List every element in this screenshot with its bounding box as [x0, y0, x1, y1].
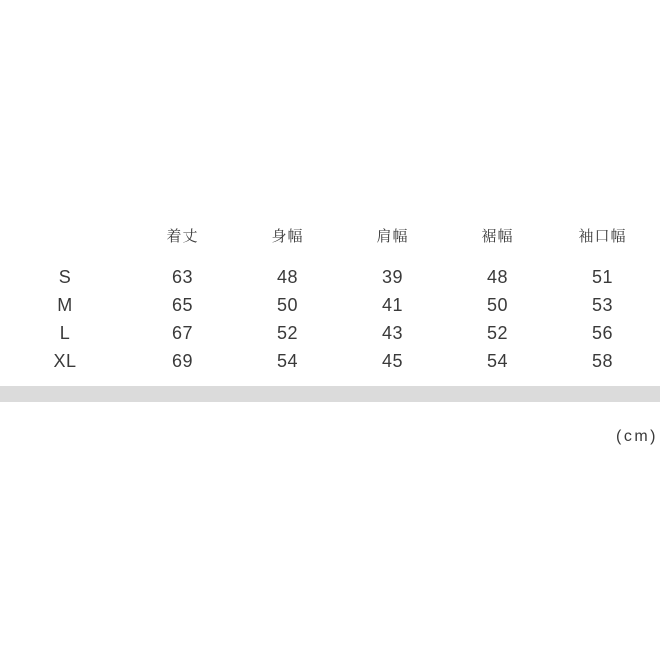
table-row-s — [0, 263, 655, 291]
value-cell: 63 — [171, 266, 194, 287]
value-cell: 51 — [591, 266, 614, 287]
divider-bar — [0, 386, 660, 402]
value-cell: 69 — [171, 350, 194, 371]
unit-note: (cm) — [616, 428, 658, 445]
value-cell: 67 — [171, 322, 194, 343]
table-row-l — [0, 319, 655, 347]
value-cell: 50 — [276, 294, 299, 315]
value-cell: 39 — [381, 266, 404, 287]
value-cell: 41 — [381, 294, 404, 315]
header-cell-cuff-width: 袖口幅 — [578, 227, 627, 245]
value-cell: 54 — [276, 350, 299, 371]
value-cell: 43 — [381, 322, 404, 343]
size-label: S — [58, 266, 72, 287]
value-cell: 52 — [486, 322, 509, 343]
size-chart-table — [0, 220, 655, 375]
value-cell: 65 — [171, 294, 194, 315]
size-label: L — [59, 322, 71, 343]
size-label: M — [57, 294, 73, 315]
table-row-m — [0, 291, 655, 319]
value-cell: 48 — [276, 266, 299, 287]
header-cell-shoulder-width: 肩幅 — [376, 227, 409, 245]
size-label: XL — [53, 350, 77, 371]
value-cell: 52 — [276, 322, 299, 343]
header-cell-body-width: 身幅 — [271, 227, 304, 245]
table-row-xl — [0, 347, 655, 375]
value-cell: 56 — [591, 322, 614, 343]
header-cell-length: 着丈 — [166, 227, 199, 245]
size-chart-header-row — [0, 220, 655, 250]
value-cell: 58 — [591, 350, 614, 371]
value-cell: 50 — [486, 294, 509, 315]
value-cell: 53 — [591, 294, 614, 315]
value-cell: 54 — [486, 350, 509, 371]
value-cell: 45 — [381, 350, 404, 371]
header-cell-hem-width: 裾幅 — [481, 227, 514, 245]
value-cell: 48 — [486, 266, 509, 287]
